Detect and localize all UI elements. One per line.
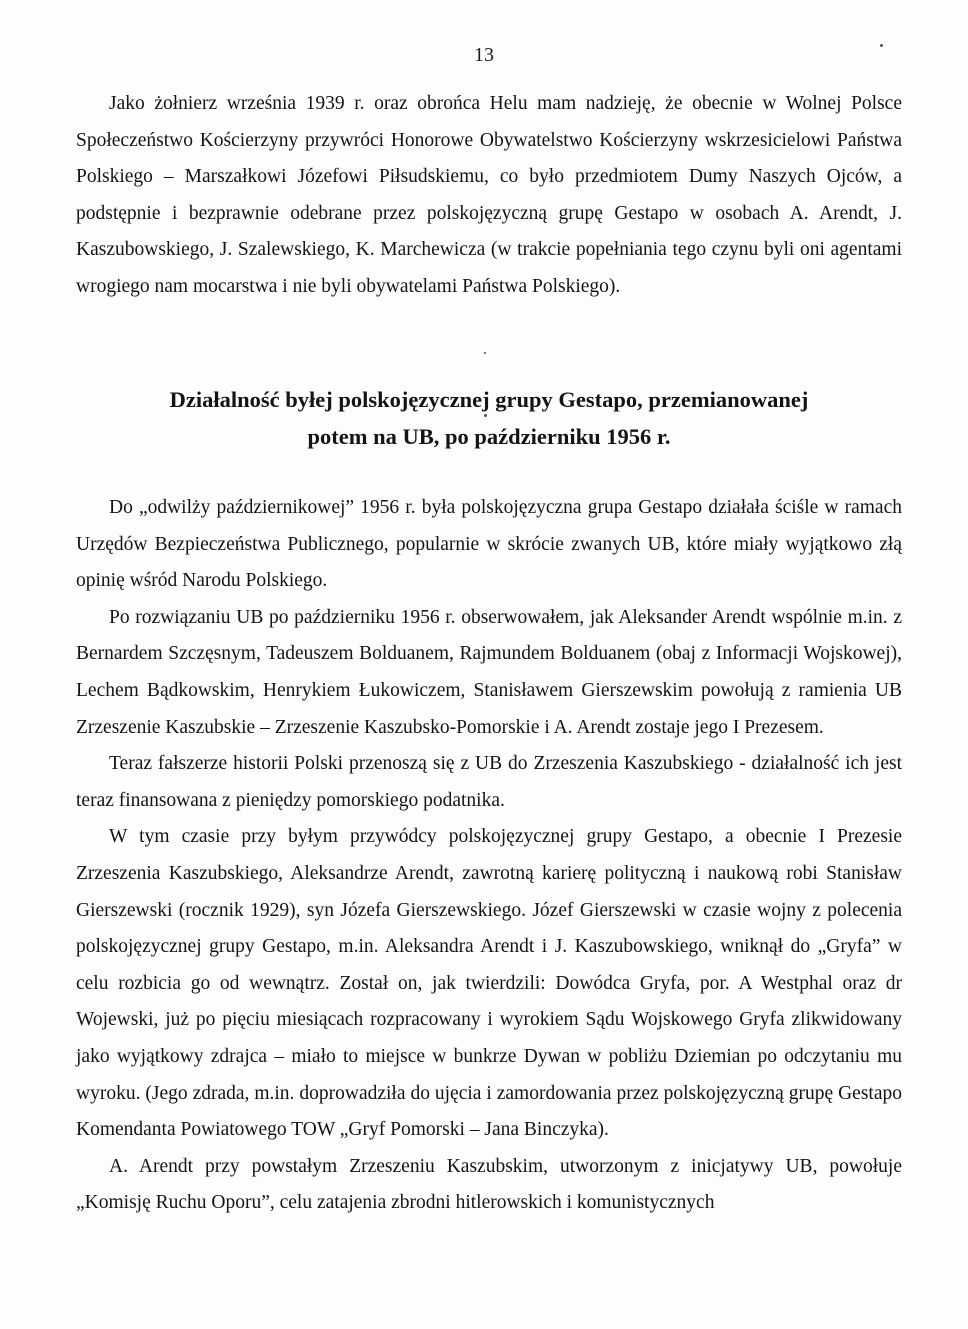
scan-speck [484, 352, 486, 354]
paragraph-3: Teraz fałszerze historii Polski przenoszą się z UB do Zrzeszenia Kaszubskiego - działalność ich jest teraz finansowana z pieniędzy pomorskiego podatnika. [76, 753, 902, 811]
section-heading-line-2: potem na UB, po październiku 1956 r. [307, 424, 671, 449]
paragraph-4: W tym czasie przy byłym przywódcy polskojęzycznej grupy Gestapo, a obecnie I Prezesie Zrzeszenia Kaszubskiego, Aleksandrze Arendt, zawrotną karierę polityczną i naukową robi Stanisław Gierszewski (rocznik 1929), syn Józefa Gierszewskiego. Józef Gierszewski w czasie wojny z polecenia polskojęzycznej grupy Gestapo, m.in. Aleksandra Arendt i J. Kaszubowskiego, wniknął do „Gryfa” w celu rozbicia go od wewnątrz. Został on, jak twierdzili: Dowódca Gryfa, por. A Westphal oraz dr Wojewski, już po pięciu miesiącach rozpracowany i wyrokiem Sądu Wojskowego Gryfa zlikwidowany jako wyjątkowy zdrajca – miało to miejsce w bunkrze Dywan w pobliżu Dziemian po odczytaniu mu wyroku. (Jego zdrada, m.in. doprowadziła do ujęcia i zamordowania przez polskojęzyczną grupę Gestapo Komendanta Powiatowego TOW „Gryf Pomorski – Jana Binczyka). [76, 826, 902, 1141]
paragraph-2: Po rozwiązaniu UB po październiku 1956 r. obserwowałem, jak Aleksander Arendt wspólnie m.in. z Bernardem Szczęsnym, Tadeuszem Bolduanem, Rajmundem Bolduanem (obaj z Informacji Wojskowej), Lechem Bądkowskim, Henrykiem Łukowiczem, Stanisławem Gierszewskim powołują z ramienia UB Zrzeszenie Kaszubskie – Zrzeszenie Kaszubsko-Pomorskie i A. Arendt zostaje jego I Prezesem. [76, 606, 902, 738]
scan-speck [484, 414, 487, 417]
page-number: 13 [474, 44, 494, 66]
section-heading [76, 381, 902, 455]
main-section [76, 490, 902, 1222]
section-heading-line-1: Działalność byłej polskojęzycznej grupy Gestapo, przemianowanej [169, 387, 809, 412]
paragraph-5: A. Arendt przy powstałym Zrzeszeniu Kaszubskim, utworzonym z inicjatywy UB, powołuje „Komisję Ruchu Oporu”, celu zatajenia zbrodni hitlerowskich i komunistycznych [76, 1155, 902, 1214]
intro-paragraph: Jako żołnierz września 1939 r. oraz obrońca Helu mam nadzieję, że obecnie w Wolnej Polsce Społeczeństwo Kościerzyny przywróci Honorowe Obywatelstwo Kościerzyny wskrzesicielowi Państwa Polskiego – Marszałkowi Józefowi Piłsudskiemu, co było przedmiotem Dumy Naszych Ojców, a podstępnie i bezprawnie odebrane przez polskojęzyczną grupę Gestapo w osobach A. Arendt, J. Kaszubowskiego, J. Szalewskiego, K. Marchewicza (w trakcie popełniania tego czynu byli oni agentami wrogiego nam mocarstwa i nie byli obywatelami Państwa Polskiego). [76, 93, 902, 297]
scan-speck [880, 44, 883, 47]
intro-section [76, 86, 902, 306]
paragraph-1: Do „odwilży październikowej” 1956 r. była polskojęzyczna grupa Gestapo działała ściśle w ramach Urzędów Bezpieczeństwa Publicznego, popularnie w skrócie zwanych UB, które miały wyjątkowo złą opinię wśród Narodu Polskiego. [76, 497, 902, 592]
